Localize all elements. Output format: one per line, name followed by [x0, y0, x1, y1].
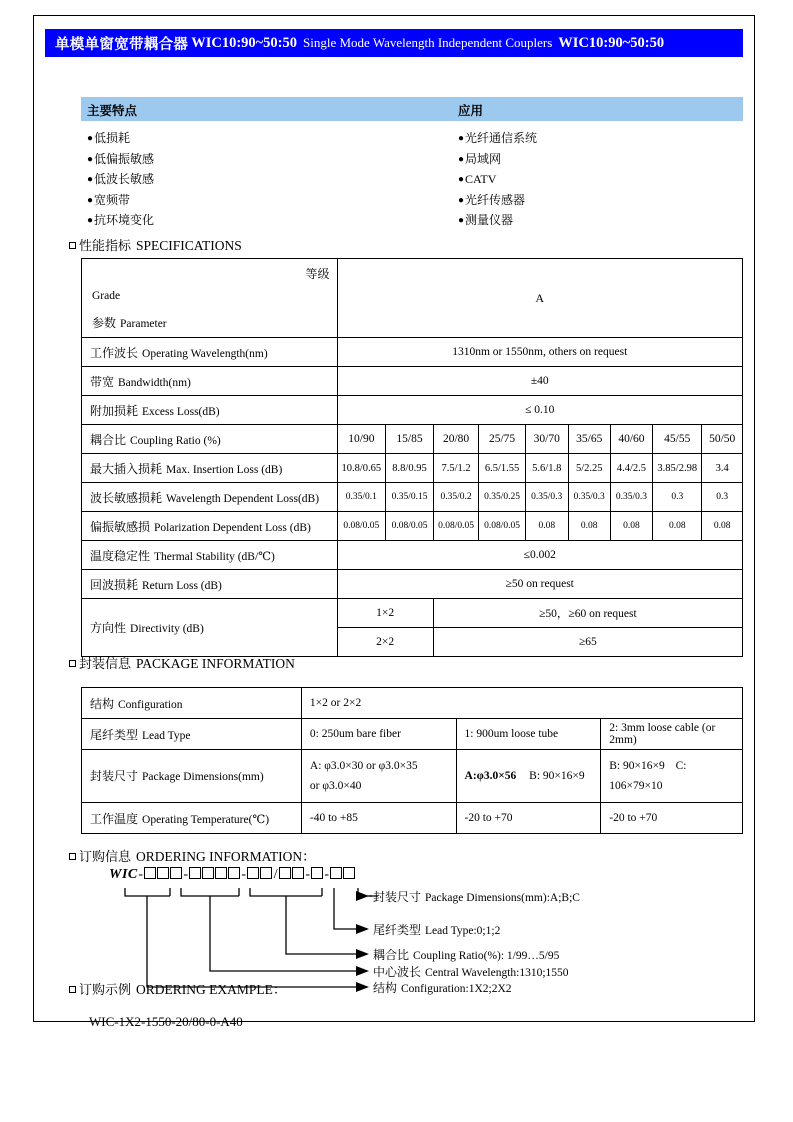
bullet-icon: ●: [87, 153, 94, 165]
bullet-icon: ●: [458, 194, 465, 206]
grade-parameter-cell: [82, 259, 338, 338]
data-value: 5/2.25: [568, 454, 610, 483]
grade-label-cn: 等级: [305, 267, 330, 281]
callout-label-cn: 尾纤类型: [373, 923, 422, 937]
param-label-en: Coupling Ratio (%): [130, 434, 221, 447]
pkg-value-lead-type: 2: 3mm loose cable (or 2mm): [601, 719, 743, 750]
code-dash: -: [138, 867, 144, 882]
param-label-cn: 工作波长: [90, 345, 139, 360]
pkg-param-temperature: [82, 803, 302, 834]
param-label-cn: 波长敏感损耗: [90, 490, 163, 505]
table-row: [82, 396, 743, 425]
specifications-heading-cn: 性能指标: [79, 238, 132, 253]
application-label: 局域网: [465, 151, 502, 166]
table-row: [82, 688, 743, 719]
arrow-head: [356, 924, 369, 934]
param-label-en: Directivity (dB): [130, 623, 204, 635]
directivity-value: ≥50，≥60 on request: [433, 599, 742, 628]
bullet-icon: ●: [458, 153, 465, 165]
example-heading-en: ORDERING EXAMPLE：: [136, 982, 287, 997]
pkg-label-en: Package Dimensions(mm): [142, 770, 264, 783]
pkg-value-temperature: -40 to +85: [301, 803, 456, 834]
pkg-value-configuration: 1×2 or 2×2: [301, 688, 742, 719]
directivity-type: 2×2: [337, 628, 433, 657]
pkg-label-en: Configuration: [118, 698, 183, 711]
feature-label: 低偏振敏感: [94, 151, 155, 166]
code-dash: -: [305, 867, 311, 882]
data-value: 0.08: [653, 512, 702, 541]
data-value: 0.08: [568, 512, 610, 541]
param-label-en: Wavelength Dependent Loss(dB): [166, 492, 320, 505]
list-item: [87, 169, 154, 190]
param-coupling-ratio: [82, 425, 338, 454]
data-value: 0.35/0.3: [610, 483, 652, 512]
specifications-heading-en: SPECIFICATIONS: [136, 238, 242, 253]
package-heading-en: PACKAGE INFORMATION: [136, 656, 295, 671]
pkg-label-cn: 工作温度: [90, 811, 139, 826]
directivity-value: ≥65: [433, 628, 742, 657]
table-row: [82, 570, 743, 599]
callout-label-en: Central Wavelength:1310;1550: [425, 967, 569, 979]
param-label-cn: 附加损耗: [90, 403, 139, 418]
parameter-label: [92, 314, 167, 331]
param-label-cn: 回波损耗: [90, 577, 139, 592]
list-item: [458, 190, 537, 211]
features-list: [87, 128, 154, 231]
param-label-cn: 带宽: [90, 374, 115, 389]
data-value: 0.08/0.05: [433, 512, 478, 541]
dimension-line: A: φ3.0×30 or φ3.0×35: [309, 760, 418, 772]
application-label: 光纤通信系统: [465, 131, 538, 145]
application-label: CATV: [465, 172, 497, 186]
features-header-label: 主要特点: [87, 104, 138, 118]
ratio-value: 20/80: [433, 425, 478, 454]
specifications-table: [81, 258, 743, 657]
list-item: [87, 128, 154, 149]
param-excess-loss: [82, 396, 338, 425]
page-content: [33, 15, 755, 1029]
param-label-en: Bandwidth(nm): [118, 376, 191, 389]
param-wavelength-dependent-loss: [82, 483, 338, 512]
data-value: 0.08: [610, 512, 652, 541]
features-applications-header: [81, 97, 743, 121]
bullet-icon: ●: [87, 133, 94, 144]
list-item: [87, 149, 154, 170]
value-operating-wavelength: 1310nm or 1550nm, others on request: [337, 338, 742, 367]
param-thermal-stability: [82, 541, 338, 570]
param-label-cn: 最大插入损耗: [90, 461, 163, 476]
feature-label: 低损耗: [94, 131, 131, 145]
feature-label: 宽频带: [94, 192, 131, 207]
feature-label: 抗环境变化: [94, 213, 155, 227]
application-label: 光纤传感器: [465, 192, 526, 207]
callout-label-cn: 封装尺寸: [373, 890, 422, 904]
square-bullet-icon: [69, 853, 76, 860]
pkg-param-configuration: [82, 688, 302, 719]
pkg-value-lead-type: 1: 900um loose tube: [456, 719, 601, 750]
pkg-value-dimensions-col2: [456, 750, 601, 803]
value-return-loss: ≥50 on request: [337, 570, 742, 599]
data-value: 8.8/0.95: [386, 454, 434, 483]
arrow-head: [356, 982, 369, 992]
grade-value-cell: A: [337, 259, 742, 338]
pkg-value-dimensions-col3: [601, 750, 743, 803]
bullet-icon: ●: [87, 174, 94, 185]
param-label-cn: 温度稳定性: [90, 548, 151, 563]
callout-central-wavelength: [373, 963, 569, 980]
param-polarization-dependent-loss: [82, 512, 338, 541]
param-bandwidth: [82, 367, 338, 396]
arrow-head: [356, 949, 369, 959]
callout-label-cn: 中心波长: [373, 965, 422, 979]
bullet-icon: ●: [458, 133, 465, 144]
list-item: [458, 128, 537, 149]
ordering-example-value: WIC-1X2-1550-20/80-0-A40: [89, 1014, 243, 1029]
table-row: [82, 512, 743, 541]
arrow-head: [356, 966, 369, 976]
pkg-value-temperature: -20 to +70: [456, 803, 601, 834]
param-label-en: Operating Wavelength(nm): [142, 347, 268, 360]
dimension-a: A:φ3.0×56: [464, 770, 517, 782]
directivity-type: 1×2: [337, 599, 433, 628]
ordering-information-heading: [69, 845, 316, 865]
list-item: [458, 169, 537, 190]
bullet-icon: ●: [87, 215, 94, 226]
table-row: [82, 750, 743, 803]
pkg-param-lead-type: [82, 719, 302, 750]
data-value: 0.08: [702, 512, 743, 541]
table-row: [82, 425, 743, 454]
value-excess-loss: ≤ 0.10: [337, 396, 742, 425]
package-information-heading: [69, 653, 295, 672]
table-row: [82, 599, 743, 628]
callout-lead-type: [373, 921, 500, 938]
table-row: [82, 259, 743, 338]
applications-list: [458, 128, 537, 231]
param-label-en: Max. Insertion Loss (dB): [166, 463, 283, 476]
table-row: [82, 367, 743, 396]
ordering-heading-cn: 订购信息: [79, 849, 132, 864]
dimension-b: B: 90×16×9: [609, 760, 665, 772]
product-title-bar: [45, 29, 743, 57]
param-label-en: Polarization Dependent Loss (dB): [154, 521, 311, 534]
data-value: 3.85/2.98: [653, 454, 702, 483]
data-value: 7.5/1.2: [433, 454, 478, 483]
callout-label-cn: 结构: [373, 981, 398, 995]
data-value: 0.3: [653, 483, 702, 512]
pkg-value-dimensions-col1: [301, 750, 456, 803]
callout-coupling-ratio: [373, 946, 559, 963]
ordering-heading-en: ORDERING INFORMATION：: [136, 849, 316, 864]
code-slash: /: [273, 867, 278, 882]
callout-package-dimensions: [373, 888, 580, 905]
pkg-param-dimensions: [82, 750, 302, 803]
data-value: 0.35/0.3: [525, 483, 568, 512]
callout-label-en: Coupling Ratio(%): 1/99…5/95: [413, 950, 560, 962]
product-title-cn: 单模单窗宽带耦合器: [55, 36, 189, 53]
package-heading-cn: 封装信息: [79, 656, 132, 671]
code-dash: -: [183, 867, 189, 882]
data-value: 3.4: [702, 454, 743, 483]
list-item: [458, 210, 537, 231]
package-information-table: [81, 687, 743, 834]
callout-label-cn: 耦合比: [373, 948, 410, 962]
param-label-cn: 耦合比: [90, 432, 127, 447]
ratio-value: 30/70: [525, 425, 568, 454]
list-item: [87, 190, 154, 211]
table-row: [82, 719, 743, 750]
code-dash: -: [241, 867, 247, 882]
table-row: [82, 454, 743, 483]
dimension-c: C: 106×79×10: [609, 760, 687, 792]
square-bullet-icon: [69, 986, 76, 993]
data-value: 0.35/0.1: [337, 483, 386, 512]
pkg-label-cn: 结构: [90, 696, 115, 711]
callout-configuration: [373, 979, 512, 996]
callout-label-en: Package Dimensions(mm):A;B;C: [425, 892, 580, 904]
data-value: 10.8/0.65: [337, 454, 386, 483]
ratio-value: 50/50: [702, 425, 743, 454]
param-label-en: Thermal Stability (dB/℃): [154, 550, 275, 563]
bullet-icon: ●: [458, 174, 465, 185]
bullet-icon: ●: [458, 215, 465, 226]
pkg-value-temperature: -20 to +70: [601, 803, 743, 834]
square-bullet-icon: [69, 242, 76, 249]
data-value: 0.3: [702, 483, 743, 512]
param-label-en: Return Loss (dB): [142, 579, 222, 592]
data-value: 5.6/1.8: [525, 454, 568, 483]
dimension-line: or φ3.0×40: [309, 780, 362, 792]
code-prefix: WIC: [109, 867, 138, 882]
param-label-cn: 偏振敏感损: [90, 519, 151, 534]
data-value: 0.08/0.05: [337, 512, 386, 541]
data-value: 0.35/0.15: [386, 483, 434, 512]
pkg-label-cn: 尾纤类型: [90, 727, 139, 742]
specifications-heading: [69, 235, 242, 254]
list-item: [87, 210, 154, 231]
ratio-value: 40/60: [610, 425, 652, 454]
data-value: 0.08/0.05: [479, 512, 526, 541]
data-value: 0.08/0.05: [386, 512, 434, 541]
dimension-b: B: 90×16×9: [529, 770, 585, 782]
square-bullet-icon: [69, 660, 76, 667]
param-directivity: [82, 599, 338, 657]
callout-label-en: Lead Type:0;1;2: [425, 925, 501, 937]
data-value: 4.4/2.5: [610, 454, 652, 483]
data-value: 6.5/1.55: [479, 454, 526, 483]
data-value: 0.08: [525, 512, 568, 541]
table-row: [82, 803, 743, 834]
example-heading-cn: 订购示例: [79, 982, 132, 997]
param-label-cn: 方向性: [90, 621, 127, 635]
code-dash: -: [324, 867, 330, 882]
ratio-value: 35/65: [568, 425, 610, 454]
list-item: [458, 149, 537, 170]
data-value: 0.35/0.2: [433, 483, 478, 512]
param-max-insertion-loss: [82, 454, 338, 483]
param-label-en: Excess Loss(dB): [142, 405, 220, 418]
ordering-example-heading: [69, 978, 286, 998]
value-thermal-stability: ≤0.002: [337, 541, 742, 570]
table-row: [82, 541, 743, 570]
ratio-value: 15/85: [386, 425, 434, 454]
table-row: [82, 483, 743, 512]
product-title-en: Single Mode Wavelength Independent Couplers: [303, 35, 553, 50]
applications-header-label: 应用: [458, 104, 484, 118]
callout-label-en: Configuration:1X2;2X2: [401, 983, 512, 995]
parameter-label-en: Parameter: [120, 318, 167, 330]
pkg-value-lead-type: 0: 250um bare fiber: [301, 719, 456, 750]
grade-label-en: Grade: [92, 290, 121, 302]
pkg-label-en: Operating Temperature(℃): [142, 813, 270, 826]
param-return-loss: [82, 570, 338, 599]
table-row: [82, 338, 743, 367]
param-operating-wavelength: [82, 338, 338, 367]
product-title-code-2: WIC10:90~50:50: [558, 34, 665, 51]
arrow-head: [356, 891, 369, 901]
ratio-value: 10/90: [337, 425, 386, 454]
product-title-code: WIC10:90~50:50: [191, 34, 298, 51]
ratio-value: 45/55: [653, 425, 702, 454]
data-value: 0.35/0.25: [479, 483, 526, 512]
value-bandwidth: ±40: [337, 367, 742, 396]
feature-label: 低波长敏感: [94, 172, 155, 186]
pkg-label-cn: 封装尺寸: [90, 768, 139, 783]
application-label: 测量仪器: [465, 213, 514, 227]
ratio-value: 25/75: [479, 425, 526, 454]
pkg-label-en: Lead Type: [142, 729, 191, 742]
parameter-label-cn: 参数: [92, 316, 117, 330]
bullet-icon: ●: [87, 194, 94, 206]
data-value: 0.35/0.3: [568, 483, 610, 512]
